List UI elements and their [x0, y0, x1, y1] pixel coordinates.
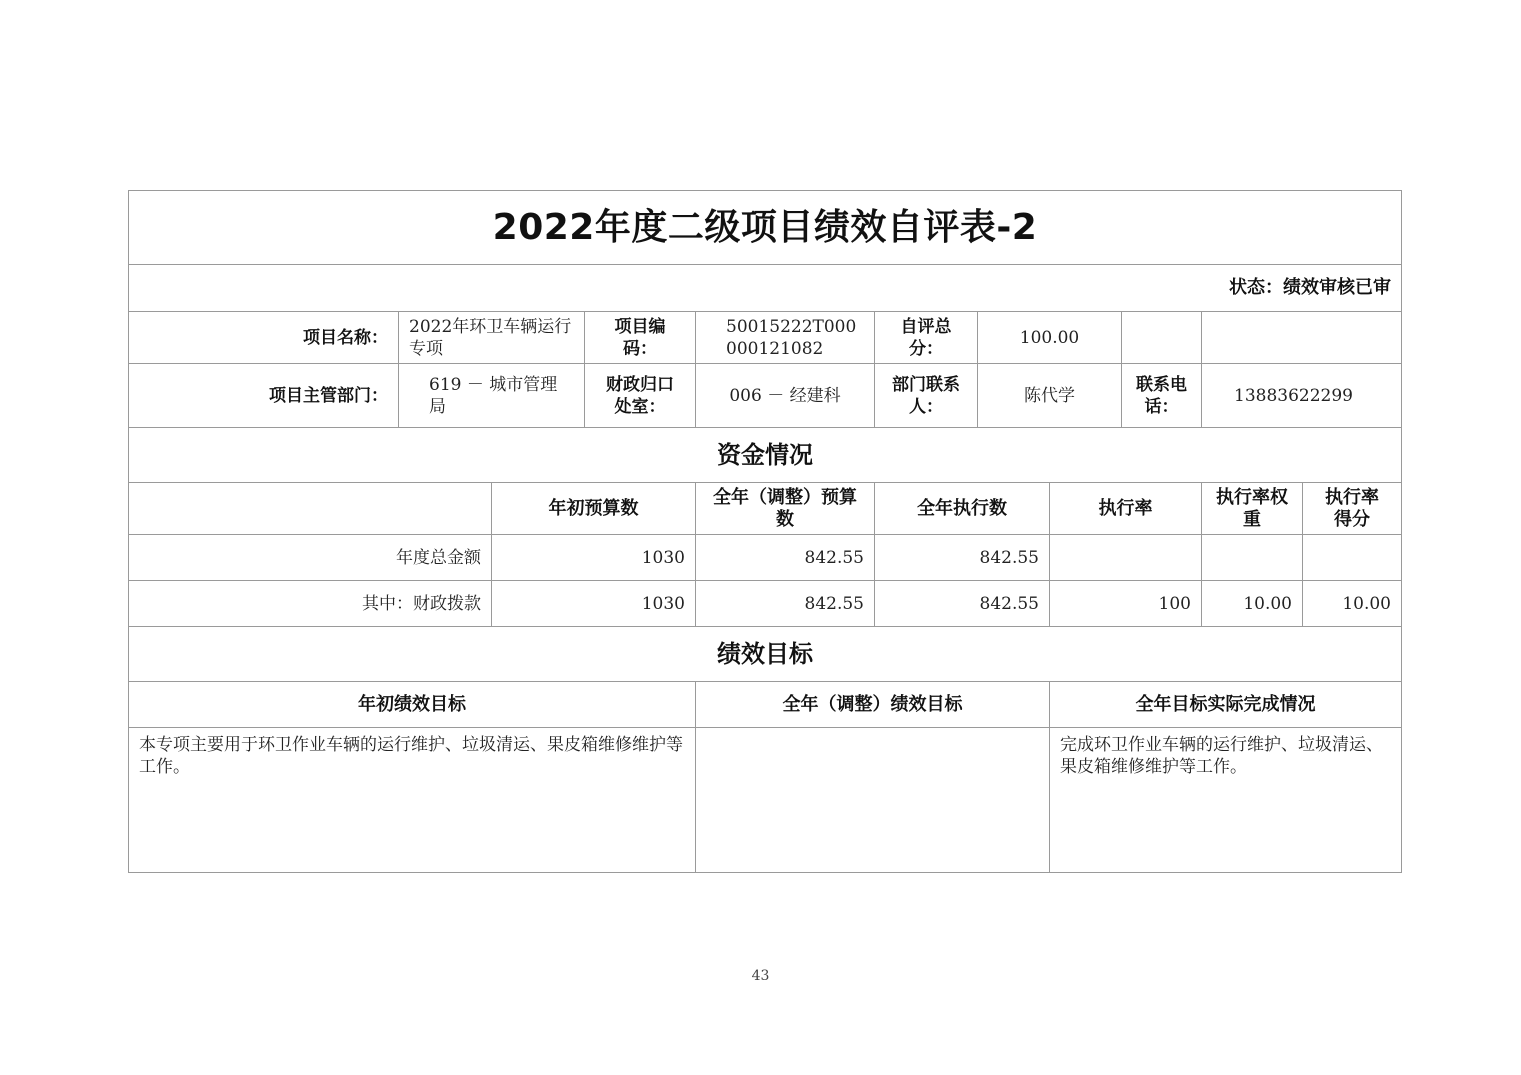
- funds-row-score: [1303, 535, 1401, 581]
- goals-header-initial: 年初绩效目标: [129, 682, 696, 728]
- funds-header-executed: 全年执行数: [875, 483, 1050, 535]
- goals-header-actual: 全年目标实际完成情况: [1050, 682, 1401, 728]
- funds-row-executed: 842.55: [875, 581, 1050, 627]
- funds-header-weight: 执行率权重: [1202, 483, 1303, 535]
- performance-evaluation-form: [128, 190, 1402, 873]
- funds-header-rate: 执行率: [1050, 483, 1202, 535]
- phone-label: 联系电话：: [1122, 364, 1202, 428]
- dept-value: 619 － 城市管理局: [399, 364, 585, 428]
- funds-row-adjusted: 842.55: [696, 581, 875, 627]
- funds-row-score: 10.00: [1303, 581, 1401, 627]
- self-score-label: 自评总分：: [875, 312, 978, 364]
- project-name-value: 2022年环卫车辆运行专项: [399, 312, 585, 364]
- contact-label: 部门联系人：: [875, 364, 978, 428]
- funds-row-label: 年度总金额: [129, 535, 492, 581]
- phone-value: 13883622299: [1202, 364, 1401, 428]
- page-number: 43: [751, 968, 770, 984]
- finance-office-label: 财政归口处室：: [585, 364, 696, 428]
- contact-value: 陈代学: [978, 364, 1122, 428]
- project-name-label: 项目名称：: [129, 312, 399, 364]
- project-code-label: 项目编码：: [585, 312, 696, 364]
- funds-row-budget: 1030: [492, 581, 696, 627]
- funds-header-adjusted: 全年（调整）预算数: [696, 483, 875, 535]
- goals-initial-text: 本专项主要用于环卫作业车辆的运行维护、垃圾清运、果皮箱维修维护等工作。: [129, 728, 696, 872]
- funds-row-budget: 1030: [492, 535, 696, 581]
- finance-office-value: 006 － 经建科: [696, 364, 875, 428]
- funds-row-rate: 100: [1050, 581, 1202, 627]
- goals-section-title: 绩效目标: [129, 627, 1401, 682]
- empty-cell: [1202, 312, 1401, 364]
- funds-row-adjusted: 842.55: [696, 535, 875, 581]
- self-score-value: 100.00: [978, 312, 1122, 364]
- goals-actual-text: 完成环卫作业车辆的运行维护、垃圾清运、果皮箱维修维护等工作。: [1060, 735, 1383, 777]
- funds-row-label: 其中：财政拨款: [129, 581, 492, 627]
- funds-row-rate: [1050, 535, 1202, 581]
- dept-label: 项目主管部门：: [129, 364, 399, 428]
- status-text: 状态：绩效审核已审: [129, 265, 1401, 312]
- goals-header-adjusted: 全年（调整）绩效目标: [696, 682, 1050, 728]
- empty-header-cell: [129, 483, 492, 535]
- funds-section-title: 资金情况: [129, 428, 1401, 483]
- goals-adjusted-text: [696, 728, 1050, 872]
- project-code-value: 50015222T000000121082: [696, 312, 875, 364]
- funds-header-score: 执行率得分: [1303, 483, 1401, 535]
- funds-row-weight: 10.00: [1202, 581, 1303, 627]
- form-title: 2022年度二级项目绩效自评表-2: [129, 191, 1401, 265]
- funds-header-budget: 年初预算数: [492, 483, 696, 535]
- empty-cell: [1122, 312, 1202, 364]
- funds-row-weight: [1202, 535, 1303, 581]
- funds-row-executed: 842.55: [875, 535, 1050, 581]
